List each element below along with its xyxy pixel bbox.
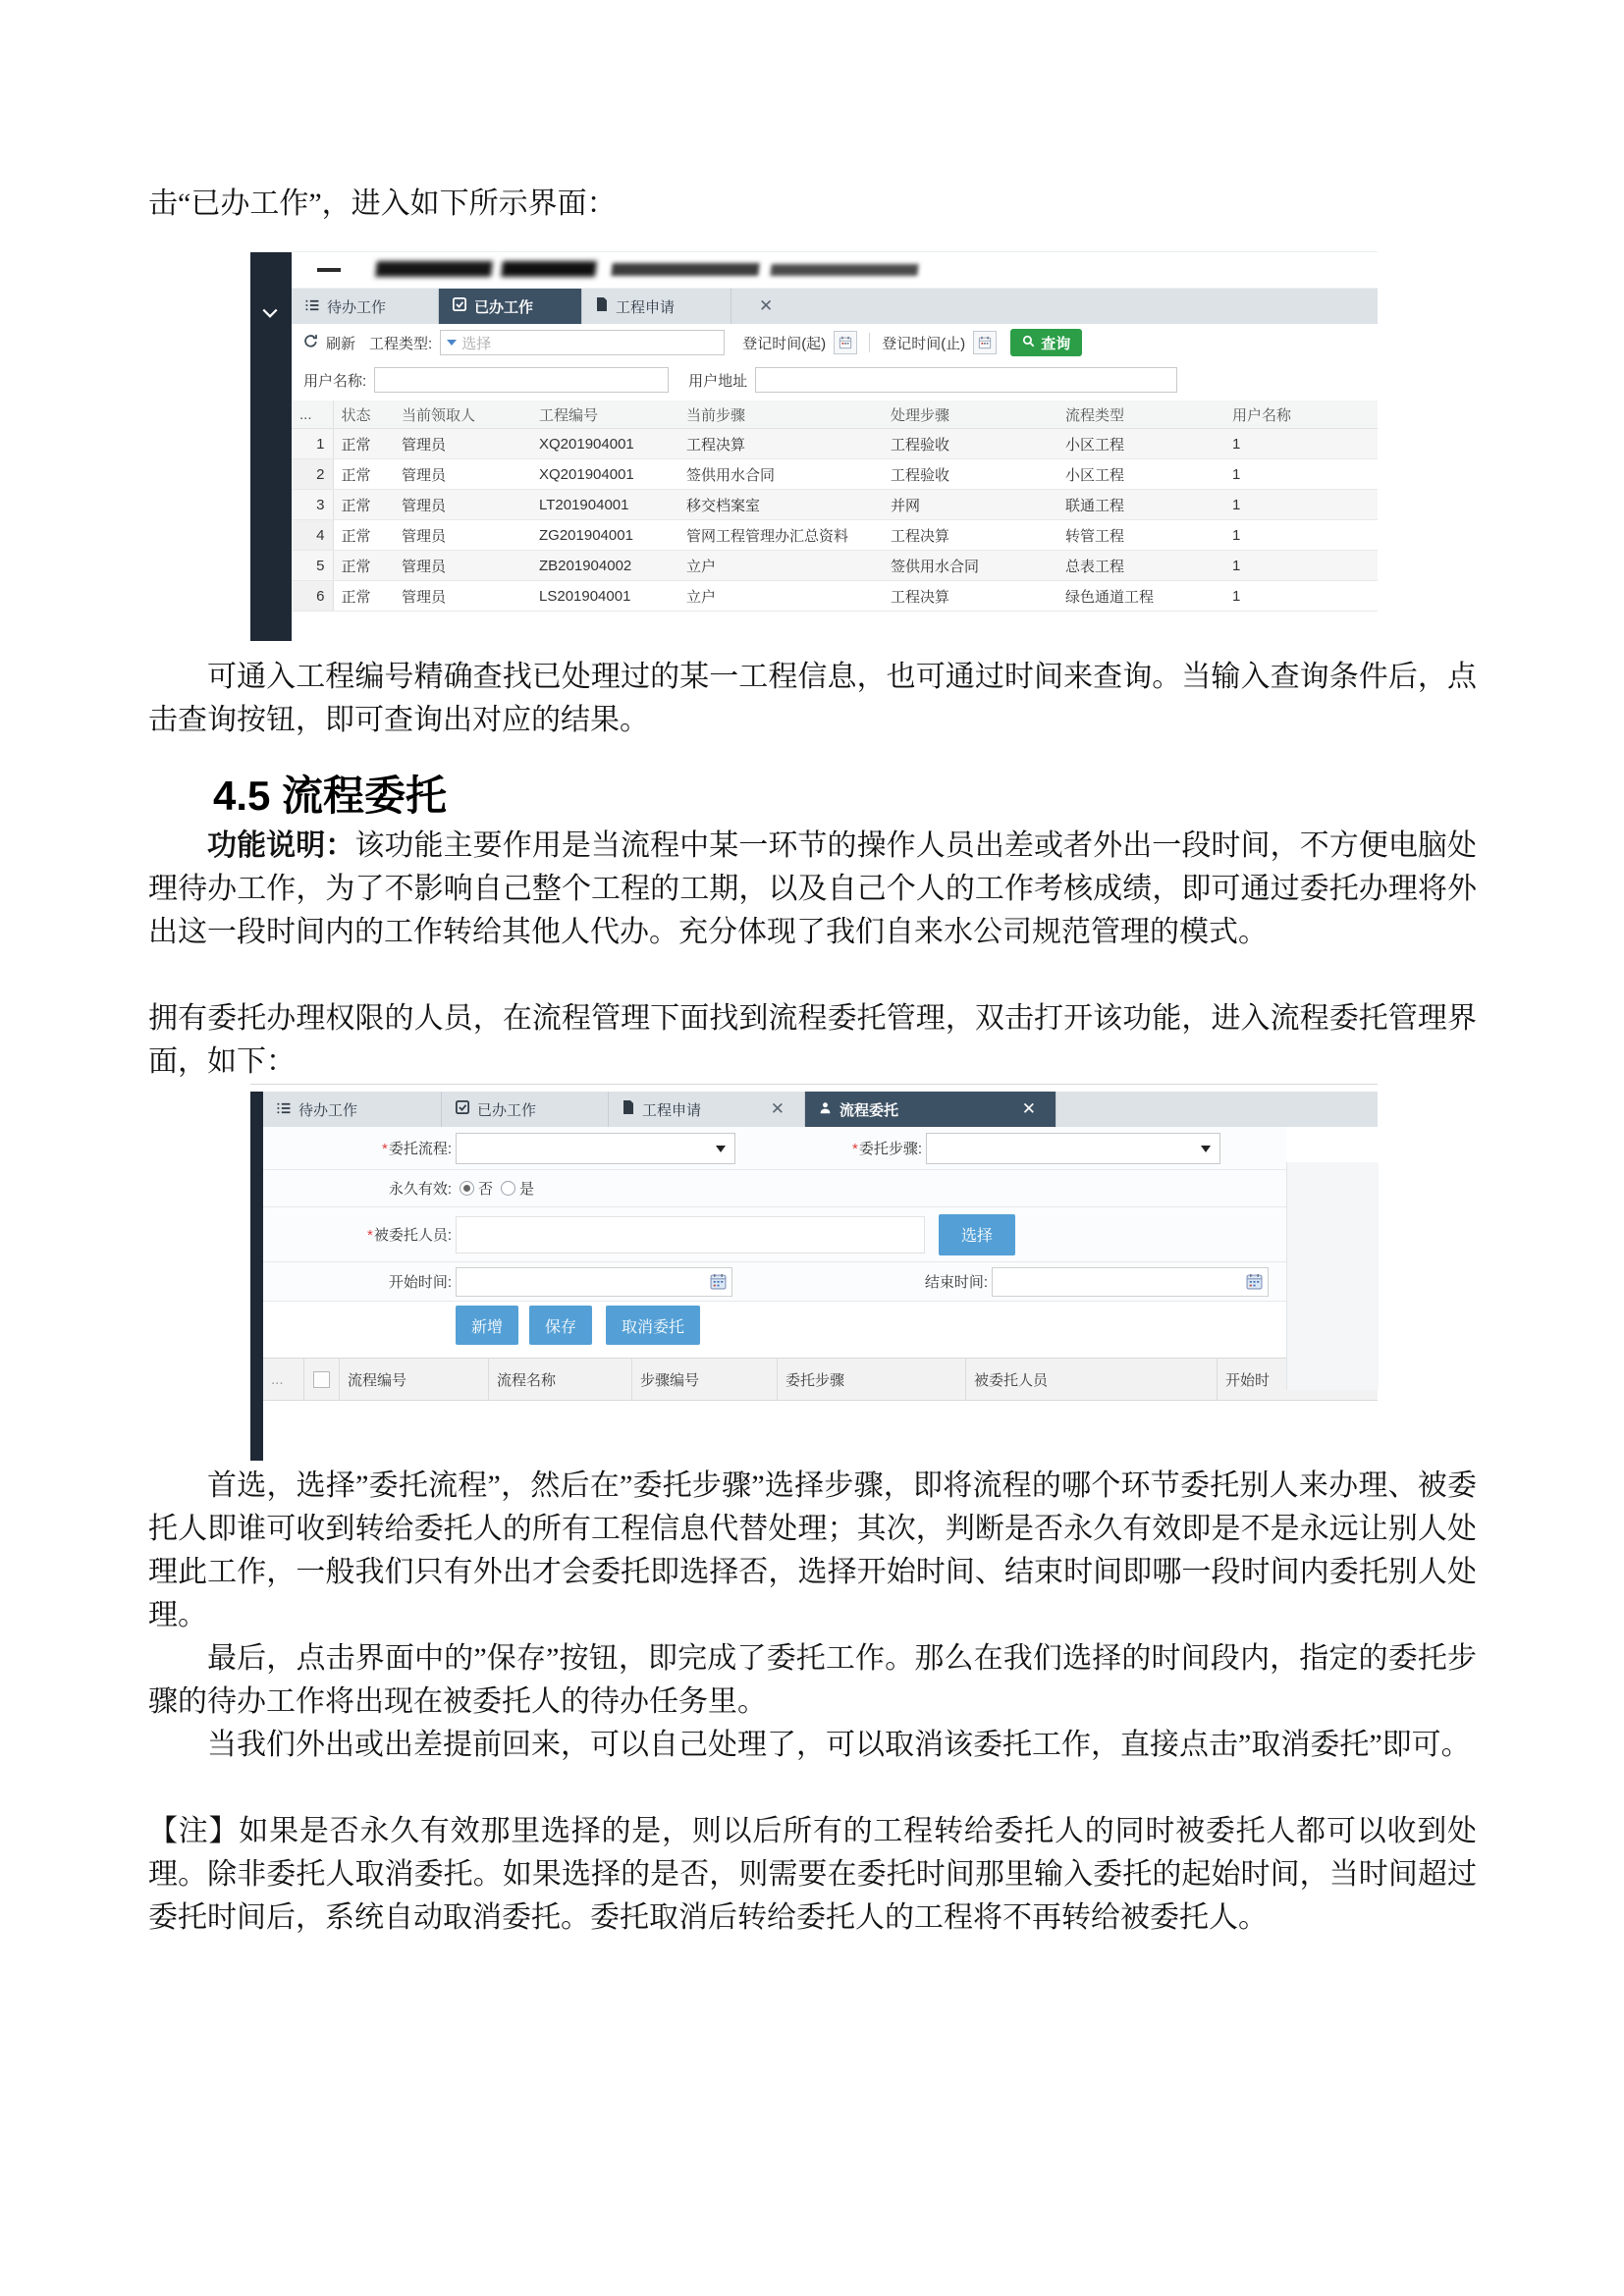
cell-owner: 管理员 (394, 459, 531, 490)
tab-todo-work[interactable] (292, 289, 439, 324)
project-type-label: 工程类型: (369, 335, 433, 352)
cell-current-step: 立户 (678, 581, 883, 612)
column-header[interactable]: 流程类型 (1057, 400, 1224, 429)
tab-done-work[interactable] (439, 289, 582, 324)
tab-todo-work[interactable] (263, 1092, 442, 1127)
cell-status: 正常 (333, 429, 394, 459)
redacted-subtitle (611, 263, 759, 276)
table-row[interactable] (292, 551, 1378, 581)
table-header-row (292, 400, 1378, 429)
close-icon[interactable]: ✕ (770, 1098, 785, 1119)
cell-owner: 管理员 (394, 490, 531, 520)
row-index: 2 (292, 459, 333, 490)
refresh-label[interactable]: 刷新 (326, 335, 356, 352)
cell-owner: 管理员 (394, 429, 531, 459)
form-right-rail (1286, 1162, 1379, 1390)
refresh-icon[interactable] (303, 334, 318, 352)
paragraph: 首选，选择”委托流程”，然后在”委托步骤”选择步骤，即将流程的哪个环节委托别人来办理、被委托人即谁可收到转给委托人的所有工程信息代替处理；其次，判断是否永久有效即是不是永远让别人处理此工作，一般我们只有外出才会委托即选择否，选择开始时间、结束时间即哪一段时间内委托别人处理。 (148, 1469, 1477, 1631)
column-header[interactable]: 状态 (333, 400, 394, 429)
column-header[interactable]: 工程编号 (531, 400, 678, 429)
check-square-icon (456, 1100, 469, 1118)
search-icon (1022, 335, 1035, 351)
tab-project-apply[interactable] (582, 289, 731, 324)
form-row-actions (263, 1302, 1286, 1349)
cell-current-step: 立户 (678, 551, 883, 581)
tab-bar (292, 289, 1378, 324)
column-header[interactable]: 开始时 (1225, 1371, 1271, 1389)
cell-status: 正常 (333, 459, 394, 490)
table-row[interactable] (292, 490, 1378, 520)
paragraph-body: 该功能主要作用是当流程中某一环节的操作人员出差或者外出一段时间，不方便电脑处理待办工作，为了不影响自己整个工程的工期，以及自己个人的工作考核成绩，即可通过委托办理将外出这一段时间内的工作转给其他人代办。充分体现了我们自来水公司规范管理的模式。 (148, 829, 1478, 948)
paragraph-note: 【注】如果是否永久有效那里选择的是，则以后所有的工程转给委托人的同时被委托人都可以收到处理。除非委托人取消委托。如果选择的是否，则需要在委托时间那里输入委托的起始时间，当时间超过委托时间后，系统自动取消委托。委托取消后转给委托人的工程将不再转给被委托人。 (148, 1815, 1477, 1934)
form-row-forever (263, 1170, 1286, 1207)
row-index: 4 (292, 520, 333, 551)
chevron-down-icon[interactable] (261, 307, 279, 325)
column-header[interactable]: 被委托人员 (966, 1358, 1218, 1401)
list-icon (305, 298, 319, 315)
tab-label: 已办工作 (474, 298, 534, 316)
tab-done-work[interactable] (442, 1092, 609, 1127)
flow-label: *委托流程: (381, 1141, 452, 1157)
file-icon (623, 1100, 634, 1118)
intro-text: 击“已办工作”，进入如下所示界面： (148, 187, 617, 220)
tab-label: 流程委托 (839, 1101, 899, 1119)
cell-handle-step: 签供用水合同 (883, 551, 1057, 581)
redacted-title (375, 261, 493, 277)
user-addr-label: 用户地址 (688, 372, 748, 390)
tab-label: 待办工作 (327, 298, 387, 316)
tab-bar (263, 1092, 1378, 1127)
check-square-icon (453, 297, 466, 315)
delegate-form (263, 1127, 1286, 1349)
calendar-icon[interactable] (973, 331, 997, 354)
done-work-table (292, 400, 1378, 612)
radio-no[interactable] (460, 1181, 474, 1196)
file-icon (596, 297, 608, 315)
cell-user-name: 1 (1224, 459, 1378, 490)
cell-status: 正常 (333, 490, 394, 520)
calendar-icon[interactable] (710, 1273, 727, 1294)
form-row-flow (263, 1127, 1286, 1170)
cell-owner: 管理员 (394, 581, 531, 612)
cell-user-name: 1 (1224, 581, 1378, 612)
column-header[interactable]: 用户名称 (1224, 400, 1378, 429)
forever-label: 永久有效: (388, 1181, 452, 1198)
end-time-label: 结束时间: (924, 1274, 988, 1291)
cell-handle-step: 工程决算 (883, 520, 1057, 551)
paragraph: 可通入工程编号精确查找已处理过的某一工程信息，也可通过时间来查询。当输入查询条件后，点击查询按钮，即可查询出对应的结果。 (148, 661, 1477, 736)
grid-empty-body (263, 1401, 1378, 1460)
date-from-label: 登记时间(起) (742, 335, 827, 352)
section-heading: 4.5 流程委托 (213, 773, 448, 819)
close-icon[interactable]: ✕ (759, 295, 774, 316)
form-row-person (263, 1207, 1286, 1262)
cell-current-step: 移交档案室 (678, 490, 883, 520)
redacted-title (501, 261, 597, 277)
list-icon (277, 1101, 291, 1118)
user-name-label: 用户名称: (303, 372, 367, 390)
select-all-cell (304, 1358, 340, 1401)
column-header: ... (292, 400, 333, 429)
flow-select[interactable] (456, 1133, 735, 1164)
paragraph-lead: 功能说明： (207, 829, 355, 862)
column-header[interactable]: 步骤编号 (632, 1358, 778, 1401)
row-index: 6 (292, 581, 333, 612)
cancel-delegate-button[interactable]: 取消委托 (606, 1306, 700, 1345)
menu-collapse-icon[interactable] (317, 268, 341, 272)
app-sidebar (250, 1092, 263, 1461)
project-type-select[interactable] (440, 330, 725, 355)
app-sidebar[interactable] (250, 252, 292, 641)
table-row[interactable] (292, 459, 1378, 490)
query-button[interactable] (1010, 329, 1082, 356)
tab-label: 待办工作 (298, 1101, 358, 1119)
column-header[interactable]: 当前步骤 (678, 400, 883, 429)
search-toolbar-row2 (292, 361, 1378, 399)
column-header: ... (263, 1358, 304, 1401)
cell-user-name: 1 (1224, 429, 1378, 459)
cell-user-name: 1 (1224, 520, 1378, 551)
cell-owner: 管理员 (394, 551, 531, 581)
date-to-label: 登记时间(止) (882, 335, 966, 352)
cell-flow-type: 总表工程 (1057, 551, 1224, 581)
cell-current-step: 签供用水合同 (678, 459, 883, 490)
tab-project-apply[interactable] (609, 1092, 805, 1127)
required-mark: * (366, 1227, 373, 1244)
radio-yes[interactable] (501, 1181, 515, 1196)
step-label: *委托步骤: (851, 1141, 922, 1157)
cell-project-no: LT201904001 (531, 490, 678, 520)
cell-handle-step: 工程验收 (883, 459, 1057, 490)
cell-project-no: ZB201904002 (531, 551, 678, 581)
cell-status: 正常 (333, 581, 394, 612)
person-input[interactable] (456, 1216, 925, 1254)
calendar-icon[interactable] (834, 331, 857, 354)
chevron-down-icon (447, 340, 457, 346)
cell-status: 正常 (333, 520, 394, 551)
user-name-input[interactable] (374, 367, 669, 393)
column-header[interactable]: 流程编号 (340, 1358, 489, 1401)
step-select[interactable] (926, 1133, 1220, 1164)
chevron-down-icon (716, 1146, 726, 1152)
cell-current-step: 工程决算 (678, 429, 883, 459)
form-row-time (263, 1262, 1286, 1302)
column-header[interactable]: 当前领取人 (394, 400, 531, 429)
row-index: 1 (292, 429, 333, 459)
column-header[interactable]: 委托步骤 (778, 1358, 966, 1401)
cell-flow-type: 转管工程 (1057, 520, 1224, 551)
add-button[interactable]: 新增 (456, 1306, 518, 1345)
required-mark: * (851, 1141, 858, 1157)
save-button[interactable]: 保存 (529, 1306, 592, 1345)
screenshot-delegate (250, 1084, 1378, 1465)
paragraph: 当我们外出或出差提前回来，可以自己处理了，可以取消该委托工作，直接点击”取消委托”即可。 (207, 1729, 1471, 1761)
cell-handle-step: 工程决算 (883, 581, 1057, 612)
column-header[interactable]: 流程名称 (489, 1358, 632, 1401)
cell-project-no: XQ201904001 (531, 429, 678, 459)
column-header[interactable]: 处理步骤 (883, 400, 1057, 429)
cell-user-name: 1 (1224, 551, 1378, 581)
cell-flow-type: 绿色通道工程 (1057, 581, 1224, 612)
chevron-down-icon (1201, 1146, 1211, 1152)
paragraph: 最后，点击界面中的”保存”按钮，即完成了委托工作。那么在我们选择的时间段内，指定的委托步骤的待办工作将出现在被委托人的待办任务里。 (148, 1642, 1477, 1718)
user-addr-input[interactable] (755, 367, 1177, 393)
cell-status: 正常 (333, 551, 394, 581)
cell-user-name: 1 (1224, 490, 1378, 520)
table-row[interactable] (292, 429, 1378, 459)
start-time-input[interactable] (456, 1267, 732, 1297)
screenshot-done-work (250, 251, 1378, 641)
select-placeholder: 选择 (461, 335, 492, 352)
cell-flow-type: 联通工程 (1057, 490, 1224, 520)
cell-handle-step: 工程验收 (883, 429, 1057, 459)
table-row[interactable] (292, 520, 1378, 551)
calendar-icon[interactable] (1246, 1273, 1263, 1294)
person-icon (819, 1101, 832, 1118)
query-button-label: 查询 (1041, 335, 1071, 352)
end-time-input[interactable] (992, 1267, 1269, 1297)
tab-label: 已办工作 (477, 1101, 537, 1119)
close-icon[interactable]: ✕ (1021, 1098, 1036, 1119)
row-index: 5 (292, 551, 333, 581)
person-label: *被委托人员: (366, 1227, 452, 1244)
checkbox[interactable] (313, 1371, 330, 1388)
tab-label: 工程申请 (616, 298, 676, 316)
cell-project-no: LS201904001 (531, 581, 678, 612)
search-toolbar (292, 324, 1378, 361)
radio-no-label[interactable]: 否 (478, 1181, 494, 1198)
tab-label: 工程申请 (642, 1101, 702, 1119)
paragraph: 拥有委托办理权限的人员，在流程管理下面找到流程委托管理，双击打开该功能，进入流程委托管理界面，如下： (148, 1002, 1477, 1078)
radio-yes-label[interactable]: 是 (519, 1181, 535, 1198)
app-header (292, 252, 1378, 289)
cell-flow-type: 小区工程 (1057, 459, 1224, 490)
delegate-grid-header (263, 1358, 1378, 1401)
required-mark: * (381, 1141, 388, 1157)
cell-project-no: XQ201904001 (531, 459, 678, 490)
divider (869, 333, 870, 352)
tab-flow-delegate[interactable] (805, 1092, 1056, 1127)
table-row[interactable] (292, 581, 1378, 612)
redacted-subtitle (770, 264, 918, 276)
cell-flow-type: 小区工程 (1057, 429, 1224, 459)
cell-current-step: 管网工程管理办汇总资料 (678, 520, 883, 551)
choose-button[interactable]: 选择 (939, 1214, 1015, 1255)
cell-project-no: ZG201904001 (531, 520, 678, 551)
cell-handle-step: 并网 (883, 490, 1057, 520)
row-index: 3 (292, 490, 333, 520)
cell-owner: 管理员 (394, 520, 531, 551)
start-time-label: 开始时间: (388, 1274, 452, 1291)
paragraph (148, 825, 1477, 954)
